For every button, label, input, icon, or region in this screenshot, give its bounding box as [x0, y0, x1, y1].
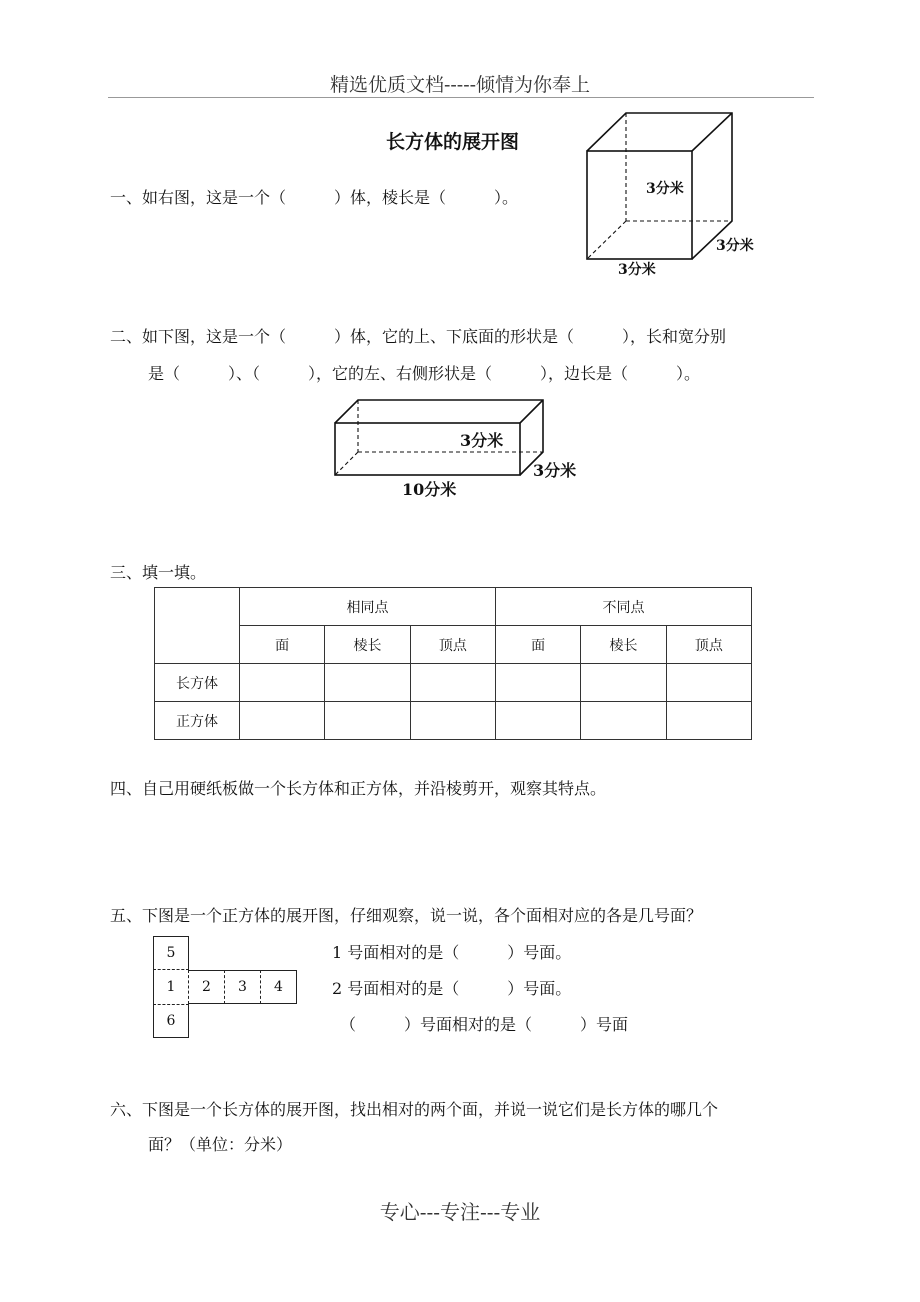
net-face-4: 4	[261, 970, 297, 1004]
worksheet-title: 长方体的展开图	[386, 131, 520, 153]
answer-cell[interactable]	[666, 664, 751, 702]
header-rule	[108, 97, 814, 98]
sub-header: 顶点	[410, 626, 495, 664]
question-5-text: 五、下图是一个正方体的展开图，仔细观察，说一说，各个面相对应的各是几号面？	[110, 906, 703, 925]
net-face-6: 6	[153, 1004, 189, 1038]
group-header-diff: 不同点	[496, 588, 752, 626]
answer-cell[interactable]	[666, 702, 751, 740]
sub-header: 面	[496, 626, 581, 664]
sub-header: 棱长	[581, 626, 666, 664]
question-4-text: 四、自己用硬纸板做一个长方体和正方体，并沿棱剪开，观察其特点。	[110, 779, 607, 798]
row-label: 长方体	[155, 664, 240, 702]
question-5-line2: 2 号面相对的是（ ）号面。	[332, 979, 572, 998]
cube-figure	[580, 108, 770, 280]
cube-label-width: 3分米	[618, 262, 656, 278]
net-face-5: 5	[153, 936, 189, 970]
cube-label-depth: 3分米	[716, 238, 754, 254]
net-face-3: 3	[225, 970, 261, 1004]
question-3-text: 三、填一填。	[110, 563, 207, 582]
question-1-text: 一、如右图，这是一个（ ）体，棱长是（ ）。	[110, 188, 519, 207]
cube-label-height: 3分米	[646, 181, 684, 197]
sub-header: 面	[240, 626, 325, 664]
answer-cell[interactable]	[325, 664, 410, 702]
group-header-same: 相同点	[240, 588, 496, 626]
question-6-line1: 六、下图是一个长方体的展开图，找出相对的两个面，并说一说它们是长方体的哪几个	[110, 1100, 719, 1119]
net-face-1: 1	[153, 970, 189, 1004]
answer-cell[interactable]	[240, 702, 325, 740]
table-row	[155, 702, 752, 740]
question-2-line2: 是（ ）、（ ），它的左、右侧形状是（ ），边长是（ ）。	[148, 364, 701, 383]
cuboid-label-height: 3分米	[460, 431, 504, 450]
answer-cell[interactable]	[496, 664, 581, 702]
cuboid-label-depth: 3分米	[533, 461, 577, 480]
answer-cell[interactable]	[410, 664, 495, 702]
answer-cell[interactable]	[581, 702, 666, 740]
answer-cell[interactable]	[325, 702, 410, 740]
answer-cell[interactable]	[581, 664, 666, 702]
sub-header: 棱长	[325, 626, 410, 664]
row-label: 正方体	[155, 702, 240, 740]
cuboid-label-length: 10分米	[402, 480, 457, 499]
sub-header: 顶点	[666, 626, 751, 664]
table-corner-cell	[155, 588, 240, 664]
question-5-line3: （ ）号面相对的是（ ）号面	[340, 1015, 629, 1034]
page-footer: 专心---专注---专业	[379, 1200, 541, 1224]
cuboid-figure	[330, 396, 600, 504]
net-face-2: 2	[189, 970, 225, 1004]
question-2-line1: 二、如下图，这是一个（ ）体，它的上、下底面的形状是（ ），长和宽分别	[110, 327, 727, 346]
comparison-table	[154, 587, 752, 740]
answer-cell[interactable]	[240, 664, 325, 702]
question-6-line2: 面？（单位：分米）	[148, 1135, 293, 1154]
question-5-line1: 1 号面相对的是（ ）号面。	[332, 943, 572, 962]
answer-cell[interactable]	[496, 702, 581, 740]
table-row	[155, 664, 752, 702]
page-header: 精选优质文档-----倾情为你奉上	[329, 74, 591, 96]
answer-cell[interactable]	[410, 702, 495, 740]
